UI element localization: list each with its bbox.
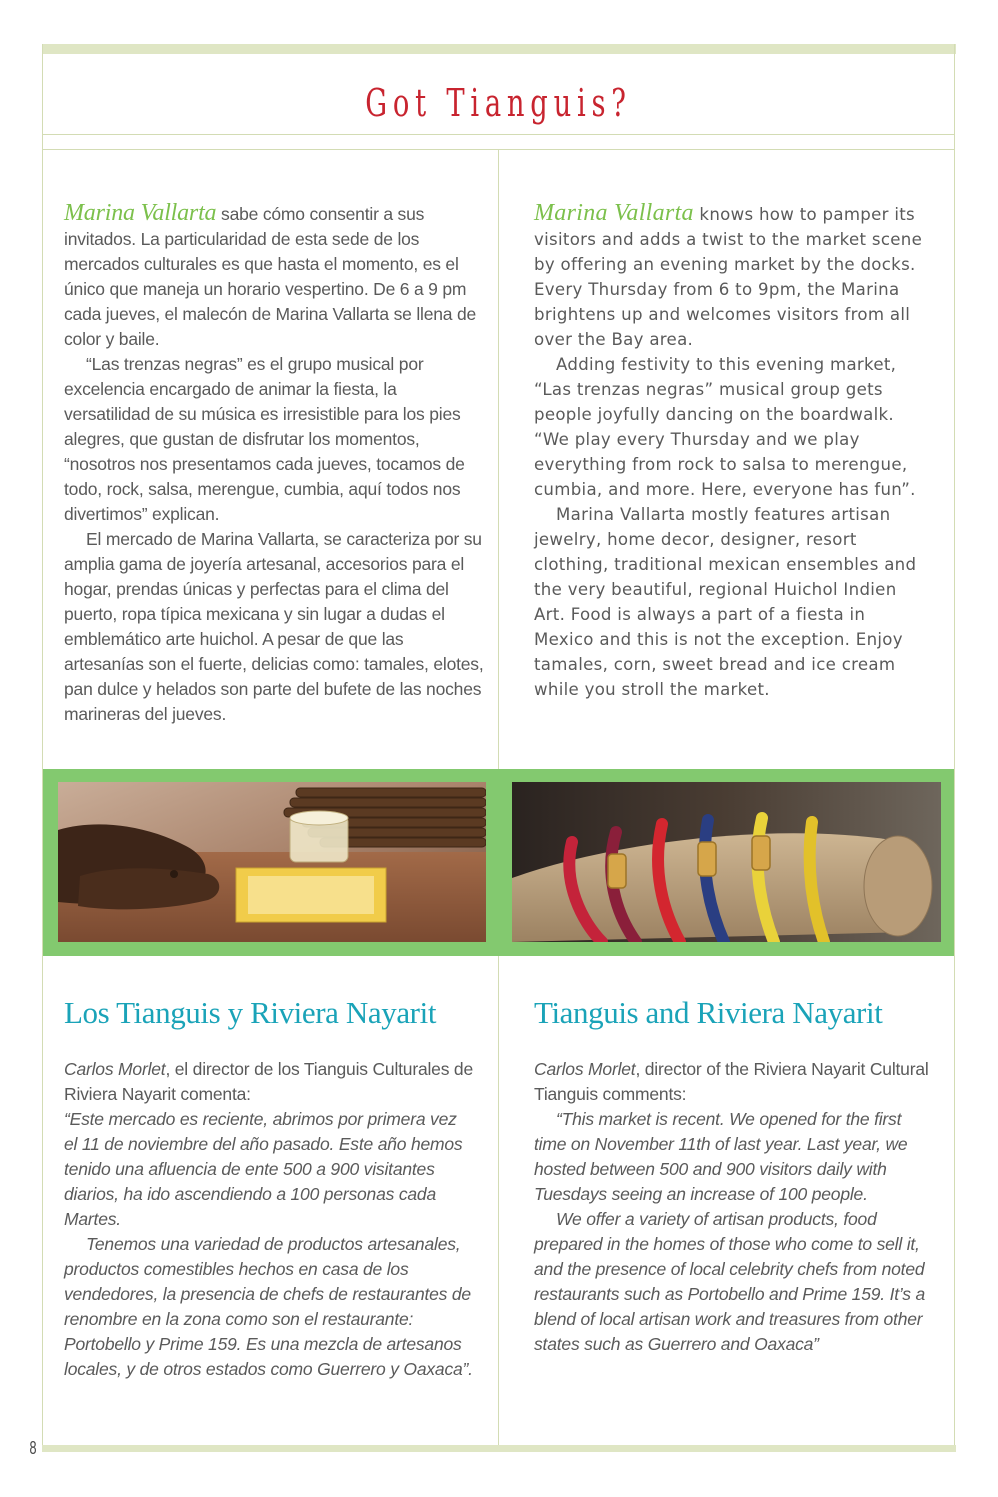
- spanish-section-heading: Los Tianguis y Riviera Nayarit: [64, 995, 437, 1030]
- spanish-lead-name: Marina Vallarta: [64, 200, 217, 226]
- spanish-director-name: Carlos Morlet: [64, 1059, 166, 1079]
- rope-bracelets-illustration: [512, 782, 941, 942]
- spanish-paragraph-2: “Las trenzas negras” es el grupo musical por excelencia encargado de animar la fiesta, la versatilidad de su música es irresistible para los pies alegres, que gustan de disfrutar los momentos, “nosotros nos presentamos cada jueves, tocamos de todo, rock, salsa, merengue, cumbia, aquí todos nos divertimos” explican.: [64, 354, 465, 524]
- top-rule: [42, 44, 956, 54]
- photo-rope-bracelets: [512, 782, 941, 942]
- english-quote-paragraph-2: We offer a variety of artisan products, food prepared in the homes of those who come to sell it, and the presence of local celebrity chefs from noted restaurants such as Portobello and Prime 159. It’s a blend of local artisan work and treasures from other states such as Guerrero and Oaxaca”: [534, 1209, 926, 1354]
- page-number: 8: [29, 1438, 37, 1458]
- english-quote-block: [534, 1057, 934, 1357]
- spanish-director-intro: [64, 1057, 474, 1107]
- english-lead-name: Marina Vallarta: [534, 200, 694, 226]
- spanish-director-text: , el director de los Tianguis Culturales de Riviera Nayarit comenta:: [64, 1059, 473, 1104]
- spanish-paragraph-3: El mercado de Marina Vallarta, se caracteriza por su amplia gama de joyería artesanal, accesorios para el hogar, prendas únicas y perfectas para el clima del puerto, ropa típica mexicana y sin lugar a dudas el emblemático arte huichol. A pesar de que las artesanías son el fuerte, delicias como: tamales, elotes, pan dulce y helados son parte del bufete de las noches marineras del jueves.: [64, 529, 484, 724]
- spanish-article: [64, 201, 484, 727]
- english-section-heading: Tianguis and Riviera Nayarit: [534, 995, 883, 1030]
- spanish-quote-block: [64, 1057, 474, 1382]
- english-quote-paragraph-1: “This market is recent. We opened for the first time on November 11th of last year. Last year, we hosted between 500 and 900 visitors daily with Tuesdays seeing an increase of 100 people.: [534, 1109, 908, 1204]
- spanish-quote-paragraph-2: Tenemos una variedad de productos artesanales, productos comestibles hechos en casa de los vendedores, la presencia de chefs de restaurantes de renombre en la zona como son el restaurante: Portobello y Prime 159. Es una mezcla de artesanos locales, y de otros estados como Guerrero y Oaxaca”.: [64, 1234, 473, 1379]
- english-paragraph-1: [534, 201, 924, 352]
- english-paragraph-2: Adding festivity to this evening market, “Las trenzas negras” musical group gets people joyfully dancing on the boardwalk. “We play every Thursday and we play everything from rock to salsa to merengue, cumbia, and more. Here, everyone has fun”.: [534, 355, 916, 499]
- frame-left-border: [42, 44, 43, 1446]
- english-paragraph-3: Marina Vallarta mostly features artisan jewelry, home decor, designer, resort clothing, traditional mexican ensembles and the very beautiful, regional Huichol Indien Art. Food is always a part of a fiesta in Mexico and this is not the exception. Enjoy tamales, corn, sweet bread and ice cream while you stroll the market.: [534, 505, 917, 699]
- frame-right-border: [954, 44, 955, 1446]
- cigar-maker-illustration: [58, 782, 486, 942]
- photo-cigar-maker: [58, 782, 486, 942]
- english-director-text: , director of the Riviera Nayarit Cultural Tianguis comments:: [534, 1059, 929, 1104]
- spanish-quote-paragraph-1: “Este mercado es reciente, abrimos por primera vez el 11 de noviembre del año pasado. Este año hemos tenido una afluencia de ente 500 a 900 visitantes diarios, ha ido ascendiendo a 100 personas cada Martes.: [64, 1109, 463, 1229]
- spanish-paragraph-1: [64, 201, 484, 352]
- english-director-name: Carlos Morlet: [534, 1059, 636, 1079]
- spanish-lead-text: sabe cómo consentir a sus invitados. La particularidad de esta sede de los mercados culturales es que hasta el momento, es el único que maneja un horario vespertino. De 6 a 9 pm cada jueves, el malecón de Marina Vallarta se llena de color y baile.: [64, 204, 477, 349]
- english-lead-text: knows how to pamper its visitors and adds a twist to the market scene by offering an evening market by the docks. Every Thursday from 6 to 9pm, the Marina brightens up and welcomes visitors from all over the Bay area.: [534, 205, 923, 349]
- bottom-rule: [42, 1445, 956, 1452]
- english-article: [534, 201, 924, 702]
- page-title: Got Tianguis?: [365, 81, 632, 125]
- title-divider-top: [43, 134, 954, 135]
- english-director-intro: [534, 1057, 934, 1107]
